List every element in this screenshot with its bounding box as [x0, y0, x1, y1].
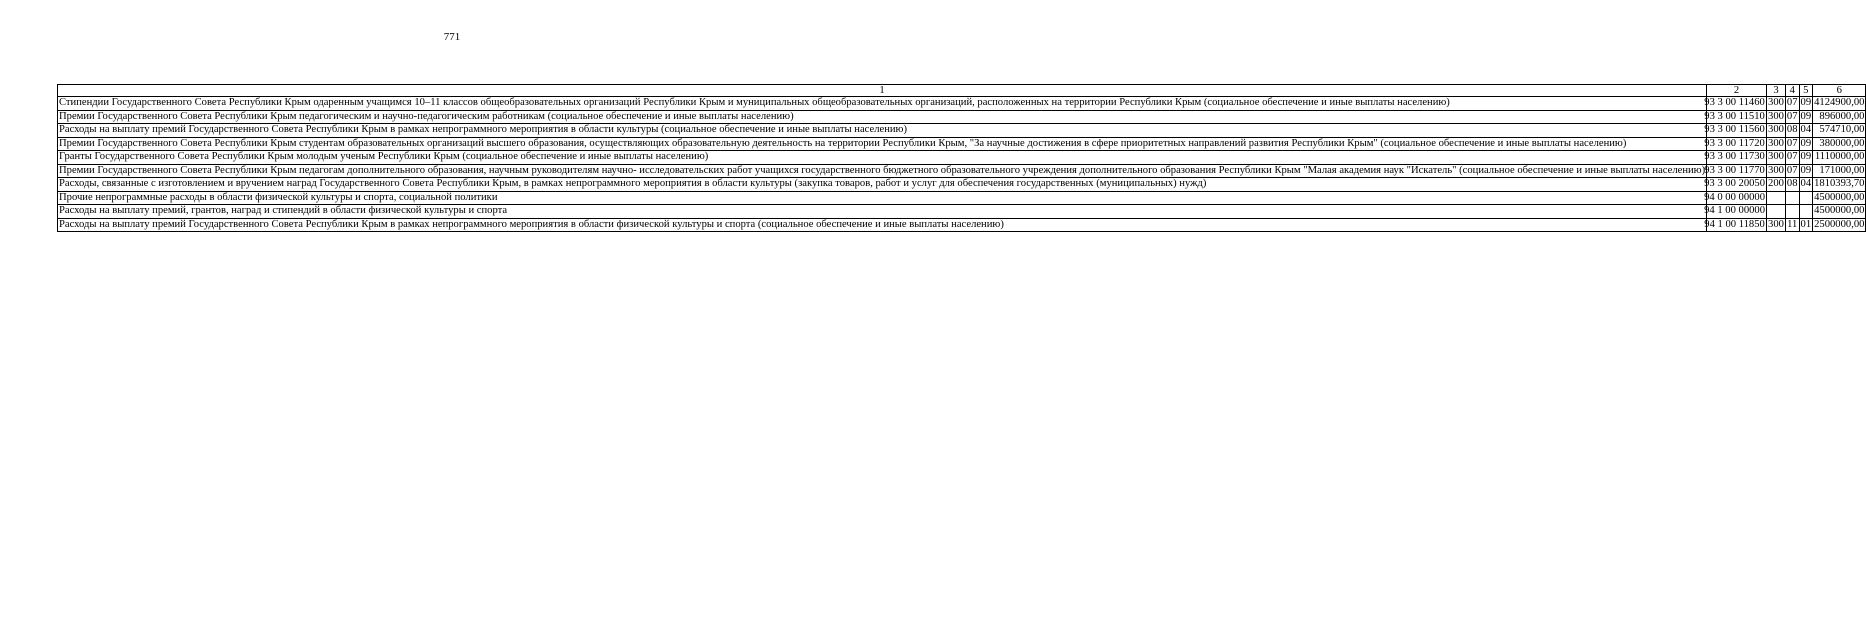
header-col-3: 3: [1767, 85, 1786, 97]
row-code: [1704, 124, 1767, 138]
table-header: [58, 85, 1866, 97]
row-name: Премии Государственного Совета Республики Крым студентам образовательных организаций высшего образования, осуществляющих образовательную деятельность на территории Республики Крым, "За научные достижения в сфере приоритетных направлений развития Республики Крым" (социальное обеспечение и иные выплаты населению): [58, 137, 1707, 151]
header-col-6: 6: [1813, 85, 1866, 97]
table-row: [58, 218, 1866, 232]
row-name: Прочие непрограммные расходы в области физической культуры и спорта, социальной политики: [58, 191, 1707, 205]
row-rz: 08: [1786, 178, 1798, 189]
row-vr: [1767, 205, 1786, 219]
row-code-text: 93 3 00 11560: [1704, 124, 1765, 135]
header-col-1: 1: [58, 85, 1707, 97]
row-pr: 09: [1800, 151, 1812, 162]
row-code: [1704, 191, 1767, 205]
row-code: [1704, 178, 1767, 192]
row-amount: 896000,00: [1813, 110, 1866, 124]
row-amount: 574710,00: [1813, 124, 1866, 138]
row-pr: 04: [1800, 124, 1812, 135]
row-name: Премии Государственного Совета Республики Крым педагогическим и научно-педагогическим работникам (социальное обеспечение и иные выплаты населению): [58, 110, 1707, 124]
row-rz: 07: [1786, 110, 1798, 122]
row-code-text: 93 3 00 11510: [1704, 110, 1765, 122]
row-code: [1704, 205, 1767, 219]
table-row: [58, 178, 1866, 192]
page-number: 771: [443, 31, 461, 43]
row-vr: 300: [1768, 164, 1784, 176]
row-pr: 01: [1800, 218, 1812, 230]
row-name: Премии Государственного Совета Республики Крым педагогам дополнительного образования, научным руководителям научно- исследовательских работ учащихся государственного бюджетного образовательного учреждения дополнительного образования Республики Крым "Малая академия наук "Искатель" (социальное обеспечение и иные выплаты населению): [59, 164, 1706, 176]
row-pr: 09: [1800, 110, 1812, 122]
row-amount: 380000,00: [1813, 137, 1866, 151]
table-row: [58, 205, 1866, 219]
table-row: [58, 164, 1866, 178]
row-pr: [1799, 205, 1813, 219]
row-name: Расходы на выплату премий Государственного Совета Республики Крым в рамках непрограммного мероприятия в области физической культуры и спорта (социальное обеспечение и иные выплаты населению): [58, 218, 1707, 232]
budget-table: [57, 84, 1866, 232]
row-name: Гранты Государственного Совета Республики Крым молодым ученым Республики Крым (социальное обеспечение и иные выплаты населению): [58, 151, 1707, 165]
row-vr: 300: [1768, 97, 1784, 108]
row-code-text: 94 0 00 00000: [1704, 191, 1766, 203]
row-amount: 4124900,00: [1814, 97, 1865, 108]
row-rz: 08: [1786, 124, 1798, 135]
row-amount: 4500000,00: [1814, 205, 1865, 216]
row-amount: 1810393,70: [1814, 178, 1865, 189]
header-row: [58, 85, 1866, 97]
row-rz: 07: [1786, 164, 1798, 176]
row-name: Расходы, связанные с изготовлением и вручением наград Государственного Совета Республики Крым, в рамках непрограммного мероприятия в области культуры (закупка товаров, работ и услуг для обеспечения государственных (муниципальных) нужд): [58, 178, 1707, 192]
row-vr: 300: [1768, 110, 1784, 122]
row-name: Расходы на выплату премий Государственного Совета Республики Крым в рамках непрограммного мероприятия в области культуры (социальное обеспечение и иные выплаты населению): [58, 124, 1707, 138]
table-body: [58, 97, 1866, 232]
row-amount: 1110000,00: [1813, 151, 1866, 165]
row-vr: [1767, 191, 1786, 205]
table-row: [58, 137, 1866, 151]
row-code-text: 93 3 00 20050: [1704, 178, 1766, 189]
row-amount: 2500000,00: [1814, 218, 1865, 230]
table-row: [58, 151, 1866, 165]
row-pr: 09: [1800, 97, 1812, 108]
table-row: [58, 110, 1866, 124]
table-row: [58, 124, 1866, 138]
row-pr: 09: [1800, 137, 1812, 149]
row-code-text: 93 3 00 11720: [1704, 137, 1765, 149]
row-vr: 300: [1768, 124, 1784, 135]
header-col-5: 5: [1799, 85, 1813, 97]
header-col-4: 4: [1785, 85, 1799, 97]
row-vr: 300: [1768, 137, 1784, 149]
row-code: [1704, 110, 1767, 124]
row-amount: 4500000,00: [1814, 191, 1865, 203]
row-rz: 07: [1786, 97, 1798, 108]
row-code: [1704, 151, 1767, 165]
row-rz: [1785, 191, 1799, 205]
row-code: [1704, 137, 1767, 151]
row-code: [1704, 218, 1767, 232]
row-name: Стипендии Государственного Совета Республики Крым одаренным учащимся 10–11 классов общеобразовательных организаций Республики Крым и муниципальных общеобразовательных организаций, расположенных на территории Республики Крым (социальное обеспечение и иные выплаты населению): [58, 97, 1707, 111]
row-code-text: 93 3 00 11460: [1704, 97, 1765, 108]
row-code: [1704, 164, 1767, 178]
table-row: [58, 97, 1866, 111]
row-rz: [1785, 205, 1799, 219]
row-vr: 300: [1768, 151, 1784, 162]
row-name: Расходы на выплату премий, грантов, наград и стипендий в области физической культуры и спорта: [58, 205, 1707, 219]
row-pr: [1799, 191, 1813, 205]
row-code-text: 93 3 00 11730: [1704, 151, 1765, 162]
row-code-text: 94 1 00 00000: [1704, 205, 1766, 216]
row-code-text: 93 3 00 11770: [1704, 164, 1765, 176]
row-pr: 09: [1800, 164, 1812, 176]
row-code-text: 94 1 00 11850: [1704, 218, 1765, 230]
row-code: [1704, 97, 1767, 111]
row-rz: 07: [1786, 137, 1798, 149]
row-vr: 300: [1768, 218, 1784, 230]
row-pr: 04: [1800, 178, 1812, 189]
row-amount: 171000,00: [1813, 164, 1866, 178]
row-vr: 200: [1768, 178, 1784, 189]
table-row: [58, 191, 1866, 205]
row-rz: 07: [1786, 151, 1798, 162]
row-rz: 11: [1787, 218, 1798, 230]
header-col-2: 2: [1707, 85, 1767, 97]
